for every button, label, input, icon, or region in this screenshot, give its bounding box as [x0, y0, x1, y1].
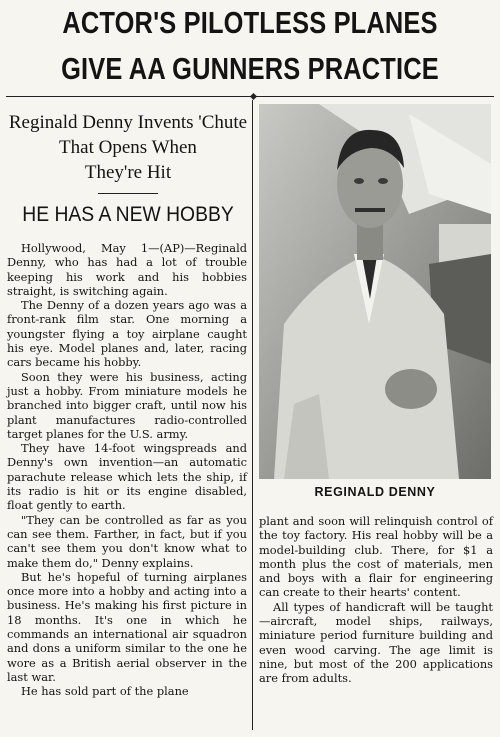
article-column-right [259, 514, 493, 686]
headline-line-1: ACTOR'S PILOTLESS PLANES [62, 5, 438, 40]
photo-caption: REGINALD DENNY [314, 485, 436, 499]
article-paragraph: plant and soon will relinquish control of the toy factory. His real hobby will be a model-building club. There, for $1 a month plus the cost of materials, men and boys with a flair for engineering can create to their hearts' content. [259, 514, 493, 600]
article-paragraph: They have 14-foot wingspreads and Denny's own invention—an automatic parachute release which lets the ship, if its radio is hit or its engine disabled, float gently to earth. [7, 441, 247, 513]
deck-line-1: Reginald Denny Invents 'Chute [8, 112, 248, 133]
article-paragraph: "They can be controlled as far as you can see them. Farther, in fact, but if you can't see them you don't know what to make them do," Denny explains. [7, 512, 247, 570]
column-divider [252, 100, 253, 730]
article-paragraph: Hollywood, May 1—(AP)—Reginald Denny, who has had a lot of trouble keeping his work and his hobbies straight, is switching again. [7, 241, 247, 298]
deck-rule [98, 193, 158, 194]
portrait-photo [259, 104, 491, 479]
article-paragraph: The Denny of a dozen years ago was a front-rank film star. One morning a youngster flying a toy airplane caught his eye. Model planes and, later, racing cars became his hobby. [7, 298, 247, 370]
article-paragraph: All types of handicraft will be taught—aircraft, model ships, railways, miniature period furniture building and even wood carving. The age limit is nine, but most of the 200 applications are from adults. [259, 599, 493, 686]
portrait-photo-image [259, 104, 491, 479]
subhead: HE HAS A NEW HOBBY [22, 203, 234, 226]
deck-line-3: They're Hit [84, 162, 172, 183]
article-paragraph: But he's hopeful of turning airplanes once more into a hobby and acting into a business. He's making his first picture in 18 months. It's one in which he commands an international air squadron and dons a uniform similar to the one he wore as a British aerial observer in the last war. [7, 569, 247, 684]
rule-ornament-icon [250, 93, 257, 100]
article-paragraph: Soon they were his business, acting just a hobby. From miniature models he branched into bigger craft, until now his plant manufactures radio-controlled target planes for the U.S. army. [7, 369, 247, 441]
deck-line-2: That Opens When [59, 137, 197, 158]
article-column-left [7, 241, 247, 699]
article-paragraph: He has sold part of the plane [21, 684, 189, 699]
headline-line-2: GIVE AA GUNNERS PRACTICE [61, 51, 439, 86]
